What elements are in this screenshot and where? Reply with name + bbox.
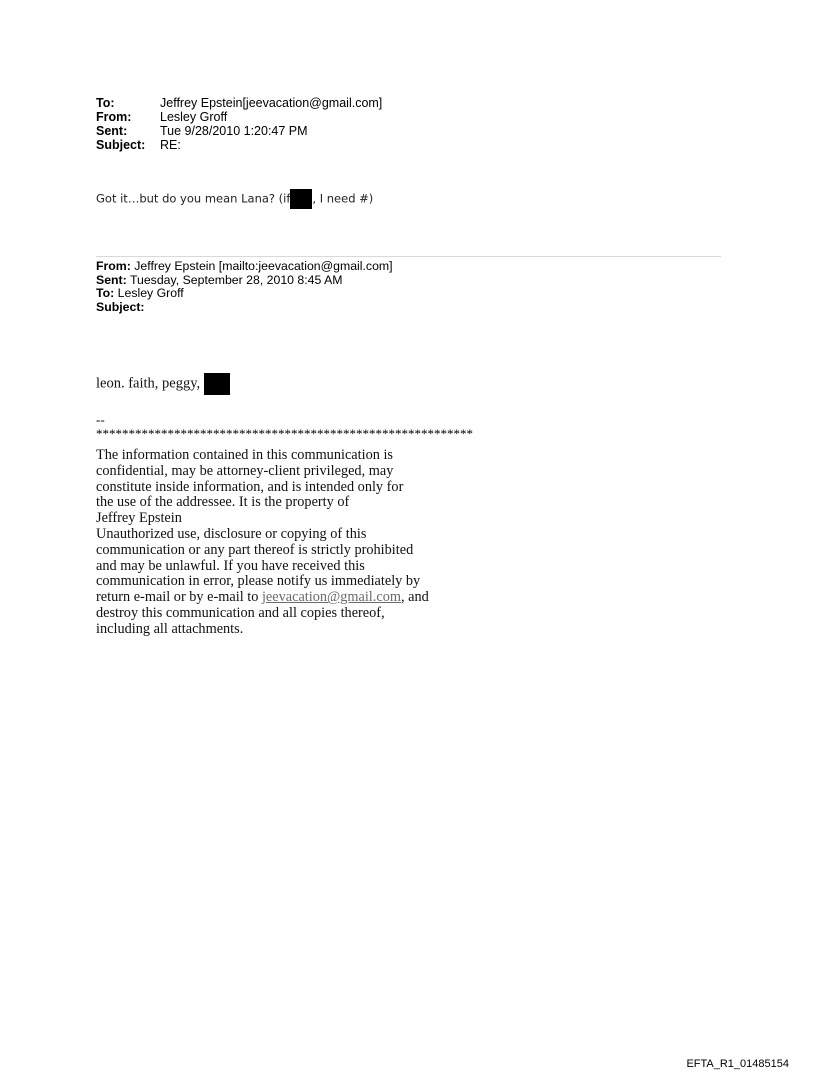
quoted-sent-value: Tuesday, September 28, 2010 8:45 AM bbox=[126, 272, 343, 287]
quoted-from-row bbox=[96, 260, 393, 274]
disclaimer-line: Jeffrey Epstein bbox=[96, 510, 182, 527]
quote-divider bbox=[96, 256, 721, 257]
reply-text-end: , I need #) bbox=[312, 191, 374, 206]
body-text: leon. faith, peggy, bbox=[96, 375, 201, 392]
quoted-header bbox=[96, 260, 393, 314]
disclaimer-line bbox=[96, 590, 429, 606]
quoted-to-row bbox=[96, 287, 393, 301]
reply-message bbox=[96, 189, 373, 209]
email-header bbox=[96, 96, 382, 152]
from-label: From: bbox=[96, 110, 132, 124]
subject-label: Subject: bbox=[96, 138, 146, 152]
disclaimer-line: The information contained in this communication is bbox=[96, 447, 393, 463]
quoted-sent-label: Sent: bbox=[96, 272, 127, 287]
disclaimer-line: Unauthorized use, disclosure or copying of this bbox=[96, 525, 367, 542]
disclaimer-text: , and bbox=[400, 589, 429, 606]
disclaimer-line: including all attachments. bbox=[96, 620, 244, 637]
sent-label: Sent: bbox=[96, 124, 128, 138]
disclaimer-line: communication in error, please notify us immediately by bbox=[96, 573, 421, 590]
from-value: Lesley Groff bbox=[160, 110, 228, 124]
quoted-from-value: Jeffrey Epstein [mailto:jeevacation@gmail.com] bbox=[130, 259, 393, 273]
redaction-box bbox=[290, 189, 312, 209]
header-subject-row bbox=[96, 138, 382, 152]
quoted-subject-row bbox=[96, 301, 393, 315]
disclaimer-block bbox=[96, 448, 429, 638]
to-value: Jeffrey Epstein[jeevacation@gmail.com] bbox=[160, 96, 383, 110]
sig-stars: ********************************************************** bbox=[96, 426, 473, 441]
message-body bbox=[96, 373, 230, 395]
reply-text-start: Got it…but do you mean Lana? (if bbox=[96, 191, 291, 206]
quoted-from-label: From: bbox=[96, 259, 131, 273]
sent-value: Tue 9/28/2010 1:20:47 PM bbox=[160, 124, 308, 138]
subject-value: RE: bbox=[160, 138, 181, 152]
disclaimer-line: confidential, may be attorney-client privileged, may bbox=[96, 462, 394, 479]
disclaimer-line: the use of the addressee. It is the property of bbox=[96, 494, 350, 511]
to-label: To: bbox=[96, 96, 115, 110]
disclaimer-text: return e-mail or by e-mail to bbox=[96, 589, 262, 606]
header-from-row bbox=[96, 110, 382, 124]
header-sent-row bbox=[96, 124, 382, 138]
disclaimer-line: and may be unlawful. If you have received this bbox=[96, 557, 365, 574]
redaction-box bbox=[204, 373, 230, 395]
quoted-to-label: To: bbox=[96, 286, 115, 300]
disclaimer-line: constitute inside information, and is intended only for bbox=[96, 478, 404, 495]
disclaimer-line: destroy this communication and all copies thereof, bbox=[96, 604, 385, 621]
disclaimer-line: communication or any part thereof is strictly prohibited bbox=[96, 541, 414, 558]
header-to-row bbox=[96, 96, 382, 110]
signature-separator bbox=[96, 413, 473, 441]
quoted-to-value: Lesley Groff bbox=[114, 286, 184, 300]
quoted-subject-label: Subject: bbox=[96, 299, 145, 314]
quoted-sent-row bbox=[96, 274, 393, 288]
sig-dashes: -- bbox=[96, 412, 105, 427]
email-link[interactable]: jeevacation@gmail.com bbox=[261, 589, 401, 606]
document-id: EFTA_R1_01485154 bbox=[686, 1058, 789, 1070]
